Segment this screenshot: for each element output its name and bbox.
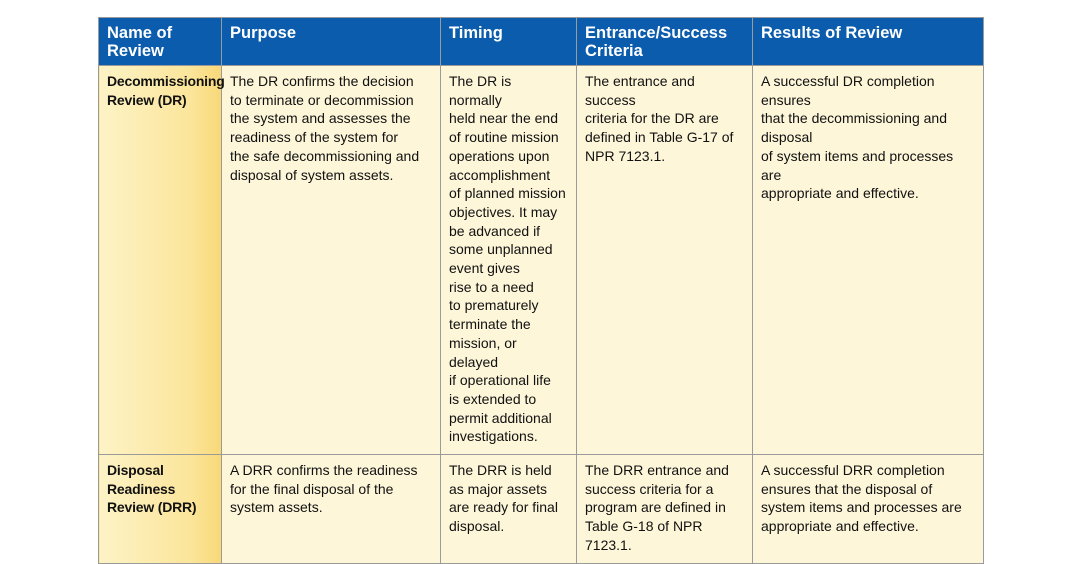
review-name-cell: Disposal Readiness Review (DRR) [99,455,222,564]
results-cell: A successful DR completion ensures that the decommissioning and disposal of system items and processes are appropriate and effective. [753,66,984,455]
header-row [99,18,984,66]
timing-cell: The DRR is held as major assets are ready for final disposal. [441,455,577,564]
review-name-cell: Decommissioning Review (DR) [99,66,222,455]
purpose-cell: The DR confirms the decision to terminate or decommission the system and assesses the readiness of the system for the safe decommissioning and disposal of system assets. [222,66,441,455]
header-timing: Timing [441,18,577,66]
header-name-of-review: Name of Review [99,18,222,66]
criteria-cell: The entrance and success criteria for the DR are defined in Table G-17 of NPR 7123.1. [577,66,753,455]
header-results-of-review: Results of Review [753,18,984,66]
header-entrance-success-criteria: Entrance/Success Criteria [577,18,753,66]
results-cell: A successful DRR completion ensures that the disposal of system items and processes are appropriate and effective. [753,455,984,564]
header-purpose: Purpose [222,18,441,66]
review-table [98,17,984,564]
table-row [99,455,984,564]
purpose-cell: A DRR confirms the readiness for the final disposal of the system assets. [222,455,441,564]
criteria-cell: The DRR entrance and success criteria for a program are defined in Table G-18 of NPR 7123.1. [577,455,753,564]
timing-cell: The DR is normally held near the end of routine mission operations upon accomplishment of planned mission objectives. It may be advanced if some unplanned event gives rise to a need to prematurely terminate the mission, or delayed if operational life is extended to permit additional investigations. [441,66,577,455]
table-row [99,66,984,455]
